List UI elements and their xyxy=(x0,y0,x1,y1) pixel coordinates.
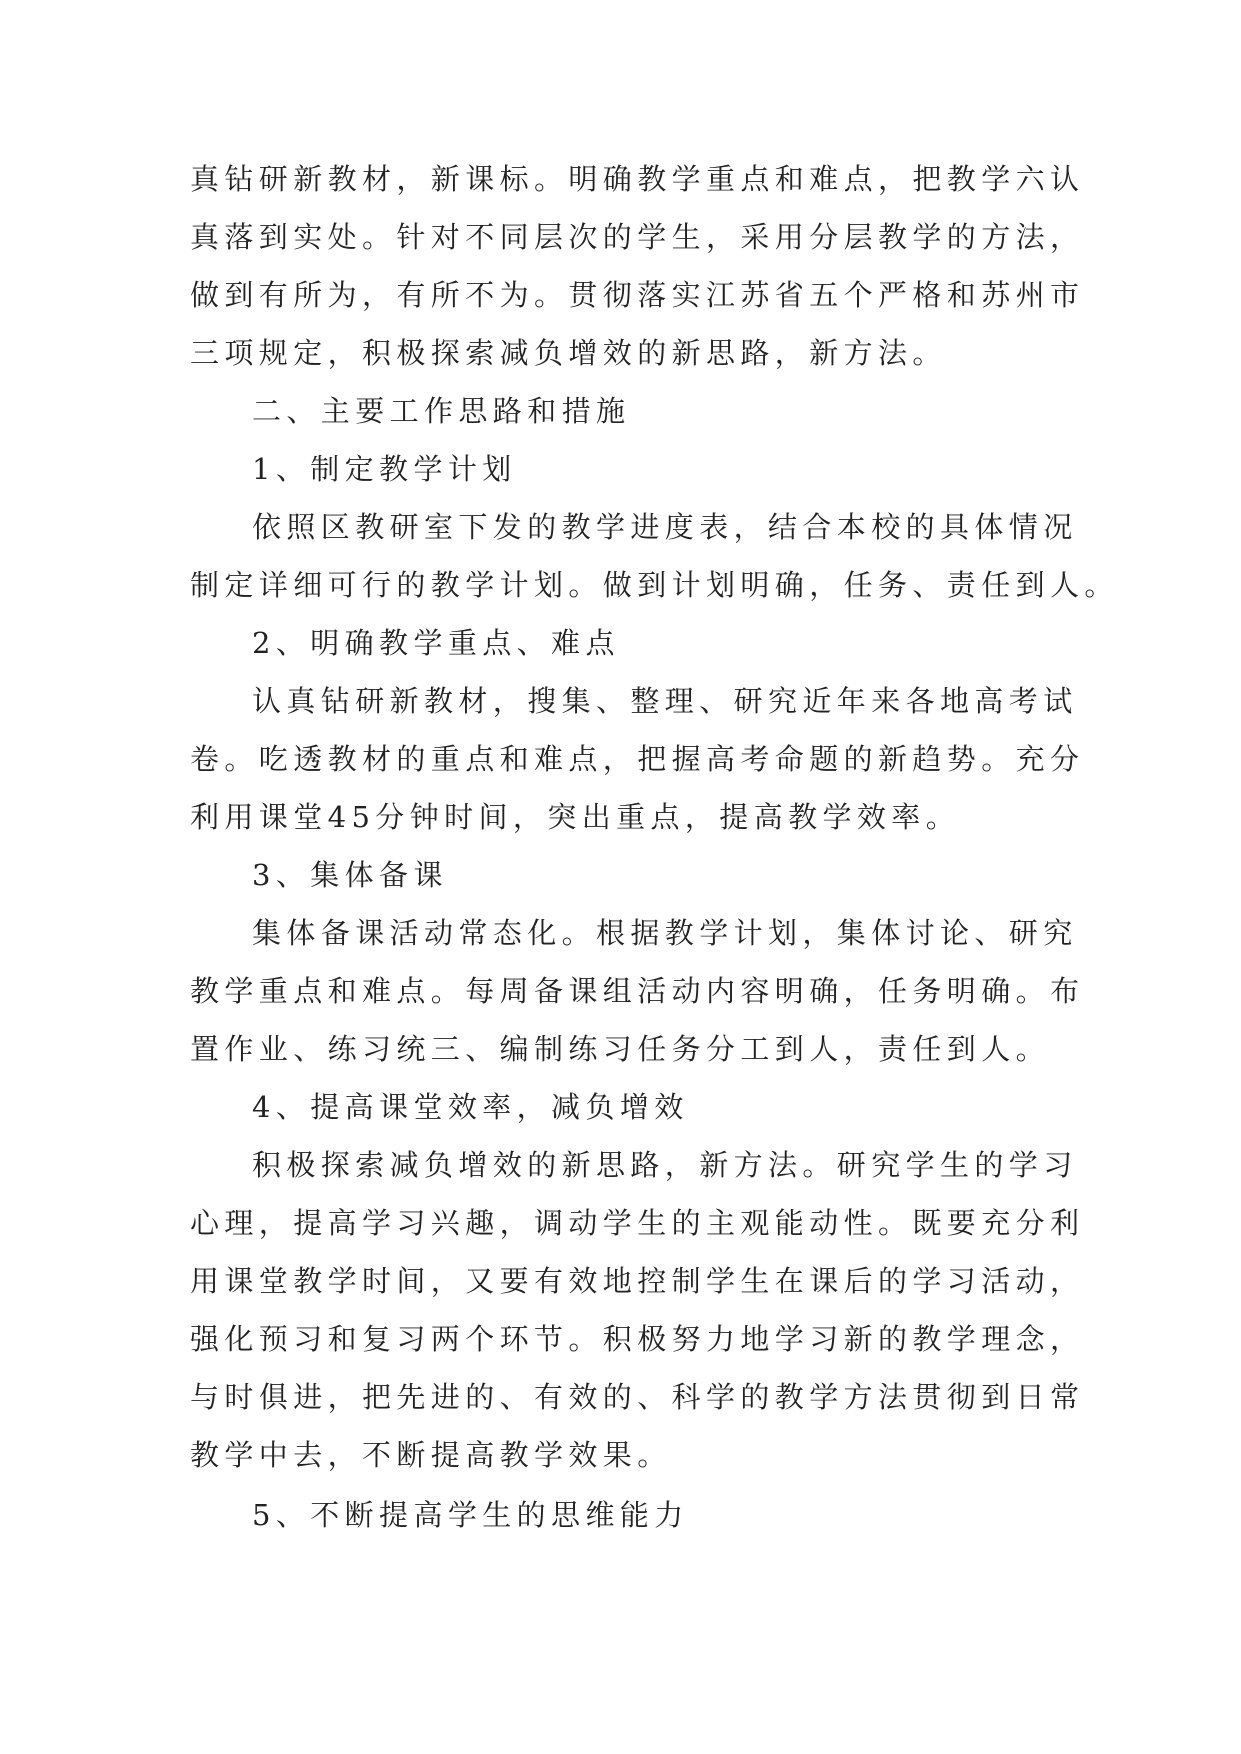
paragraph-line: 教学中去，不断提高教学效果。 xyxy=(190,1438,672,1472)
subsection-heading: 1、制定教学计划 xyxy=(252,452,517,486)
paragraph-line: 真钻研新教材，新课标。明确教学重点和难点，把教学六认 xyxy=(190,162,1085,196)
subsection-heading: 2、明确教学重点、难点 xyxy=(252,626,620,660)
paragraph-line: 教学重点和难点。每周备课组活动内容明确，任务明确。布 xyxy=(190,974,1085,1008)
section-heading: 二、主要工作思路和措施 xyxy=(252,394,631,428)
paragraph-line: 强化预习和复习两个环节。积极努力地学习新的教学理念， xyxy=(190,1322,1085,1356)
subsection-heading: 3、集体备课 xyxy=(252,858,448,892)
paragraph-line: 集体备课活动常态化。根据教学计划，集体讨论、研究 xyxy=(252,916,1078,950)
subsection-heading: 5、不断提高学生的思维能力 xyxy=(252,1498,689,1532)
paragraph-line: 用课堂教学时间，又要有效地控制学生在课后的学习活动， xyxy=(190,1264,1085,1298)
paragraph-line: 与时俱进，把先进的、有效的、科学的教学方法贯彻到日常 xyxy=(190,1380,1085,1414)
paragraph-line: 心理，提高学习兴趣，调动学生的主观能动性。既要充分利 xyxy=(190,1206,1085,1240)
subsection-heading: 4、提高课堂效率，减负增效 xyxy=(252,1090,689,1124)
document-body xyxy=(190,150,1119,1544)
paragraph-line: 认真钻研新教材，搜集、整理、研究近年来各地高考试 xyxy=(252,684,1078,718)
paragraph-line: 积极探索减负增效的新思路，新方法。研究学生的学习 xyxy=(252,1148,1078,1182)
paragraph-line: 卷。吃透教材的重点和难点，把握高考命题的新趋势。充分 xyxy=(190,742,1085,776)
paragraph-line: 制定详细可行的教学计划。做到计划明确，任务、责任到人。 xyxy=(190,568,1119,602)
paragraph-line: 做到有所为，有所不为。贯彻落实江苏省五个严格和苏州市 xyxy=(190,278,1085,312)
paragraph-line: 三项规定，积极探索减负增效的新思路，新方法。 xyxy=(190,336,947,370)
paragraph-line: 依照区教研室下发的教学进度表，结合本校的具体情况 xyxy=(252,510,1078,544)
paragraph-line: 置作业、练习统三、编制练习任务分工到人，责任到人。 xyxy=(190,1032,1051,1066)
paragraph-line: 利用课堂45分钟时间，突出重点，提高教学效率。 xyxy=(190,800,961,834)
paragraph-line: 真落到实处。针对不同层次的学生，采用分层教学的方法， xyxy=(190,220,1085,254)
